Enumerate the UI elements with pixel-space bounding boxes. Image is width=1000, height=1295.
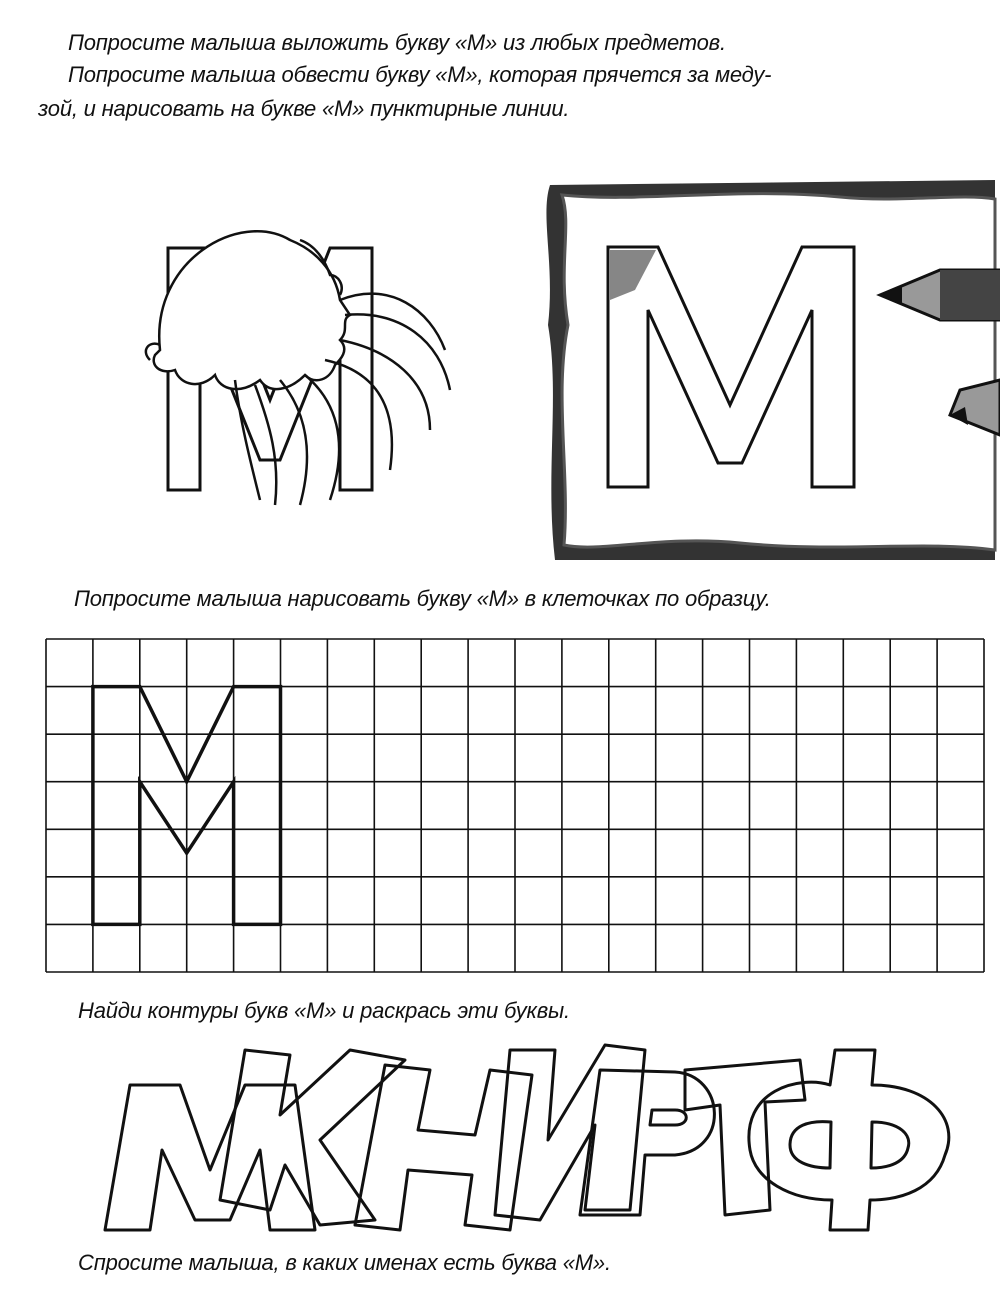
letter-r-outline [580,1070,714,1215]
instruction-names: Спросите малыша, в каких именах есть буква «М». [78,1250,611,1275]
letter-f-outline [749,1050,949,1230]
letter-m-outline [105,1085,315,1230]
instruction-grid: Попросите малыша нарисовать букву «М» в клеточках по образцу. [74,586,771,611]
jellyfish-letter-illustration [140,200,460,540]
jellyfish-icon [146,231,450,505]
instruction-find: Найди контуры букв «М» и раскрась эти буквы. [78,998,570,1023]
letter-k-outline [220,1050,405,1225]
drawing-grid [45,638,985,973]
torn-paper-letter-card [540,175,1000,565]
instruction-lay-out: Попросите малыша выложить букву «М» из любых предметов. [68,30,726,55]
overlapping-letters [100,1030,980,1240]
instruction-trace-line1: Попросите малыша обвести букву «М», которая прячется за меду- [68,62,772,87]
instruction-trace-line2: зой, и нарисовать на букве «М» пунктирные линии. [38,96,570,121]
grid-lines [46,639,984,972]
